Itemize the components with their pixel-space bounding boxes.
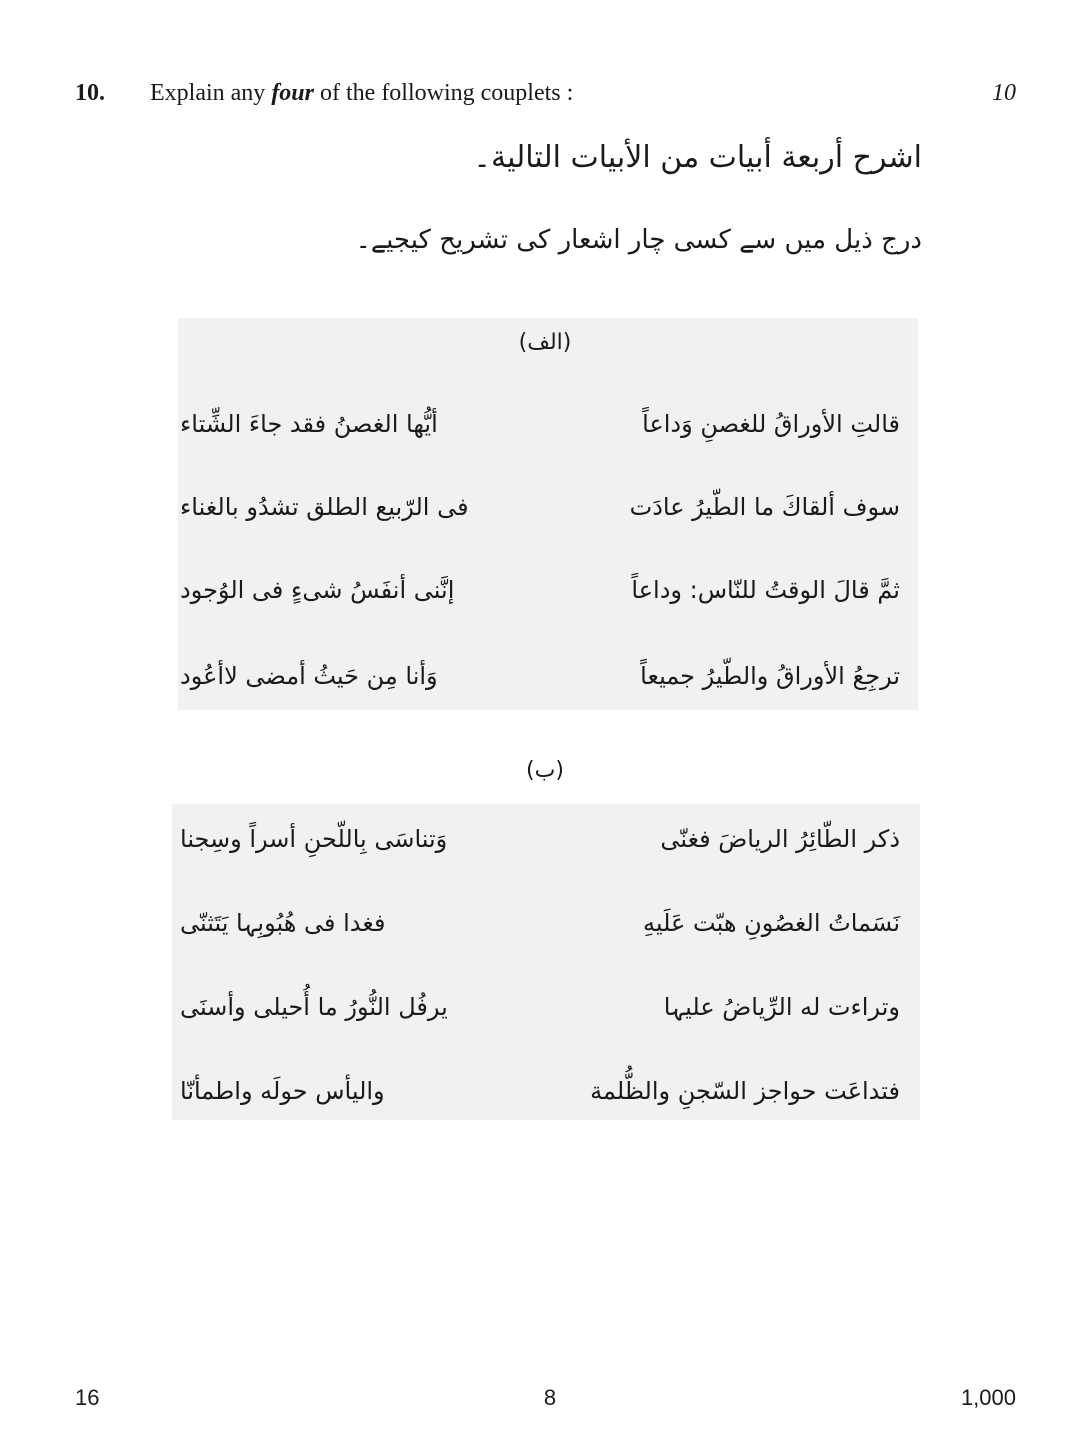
section-b-label: (ب): [526, 758, 564, 783]
couplet-b4: [180, 1077, 910, 1117]
couplet-b4-first-hemistich: فتداعَت حواجز السّجنِ والظُّلمة: [590, 1077, 900, 1105]
couplet-b3-second-hemistich: یرفُل النُّورُ ما أُحیلی وأسنَی: [180, 993, 448, 1021]
footer-page-number: 8: [543, 1385, 557, 1410]
couplet-b2-first-hemistich: نَسَماتُ الغصُونِ هبّت عَلَیهِ: [643, 909, 900, 937]
question-marks: 10: [992, 80, 1016, 106]
couplet-a1: [180, 410, 910, 450]
couplet-a2: [180, 493, 910, 533]
couplet-a3-second-hemistich: إنَّنی أنفَسُ شیءٍ فی الوُجود: [180, 576, 455, 604]
couplet-a1-first-hemistich: قالتِ الأوراقُ للغصنِ وَداعاً: [642, 410, 900, 438]
question-text-emphasis: four: [271, 80, 314, 106]
question-text: [150, 80, 573, 107]
couplet-b4-second-hemistich: والیأس حولَه واطمأنّا: [180, 1077, 385, 1105]
footer-copies: 1,000: [960, 1385, 1016, 1410]
couplet-a3-first-hemistich: ثمَّ قالَ الوقتُ للنّاس: وداعاً: [631, 576, 900, 604]
couplet-b3: [180, 993, 910, 1033]
couplet-a4-first-hemistich: ترجِعُ الأوراقُ والطّیرُ جمیعاً: [640, 662, 900, 690]
couplet-b3-first-hemistich: وتراءت له الرِّیاضُ علیہا: [663, 993, 900, 1021]
couplet-b1: [180, 825, 910, 865]
question-text-before: Explain any: [150, 80, 272, 106]
arabic-instruction: اشرح أربعة أبيات من الأبيات التالية۔: [473, 140, 922, 175]
section-a-label: (الف): [518, 330, 572, 355]
couplet-b1-first-hemistich: ذکر الطّائِرُ الریاضَ فغنّی: [660, 825, 900, 853]
question-text-after: of the following couplets :: [314, 80, 574, 106]
footer-code: 16: [75, 1385, 100, 1410]
couplet-b2-second-hemistich: فغدا فی هُبُوبِہا یَتَثنّی: [180, 909, 386, 937]
question-number: 10.: [75, 80, 105, 106]
urdu-instruction: درج ذیل میں سے کسی چار اشعار کی تشریح کیجیے۔: [355, 225, 922, 255]
couplet-a3: [180, 576, 910, 616]
couplet-a1-second-hemistich: أيُّها الغصنُ فقد جاءَ الشِّتاء: [180, 410, 438, 438]
couplet-b2: [180, 909, 910, 949]
couplet-a4-second-hemistich: وَأنا مِن حَیثُ أمضی لاأعُود: [180, 662, 438, 690]
couplet-a2-second-hemistich: فی الرّبیع الطلق تشدُو بالغناء: [180, 493, 469, 521]
couplet-a4: [180, 662, 910, 702]
couplet-b1-second-hemistich: وَتناسَی بِاللّحنِ أسراً وسِجنا: [180, 825, 448, 853]
couplet-a2-first-hemistich: سوف ألقاكَ ما الطّيرُ عادَت: [629, 493, 900, 521]
